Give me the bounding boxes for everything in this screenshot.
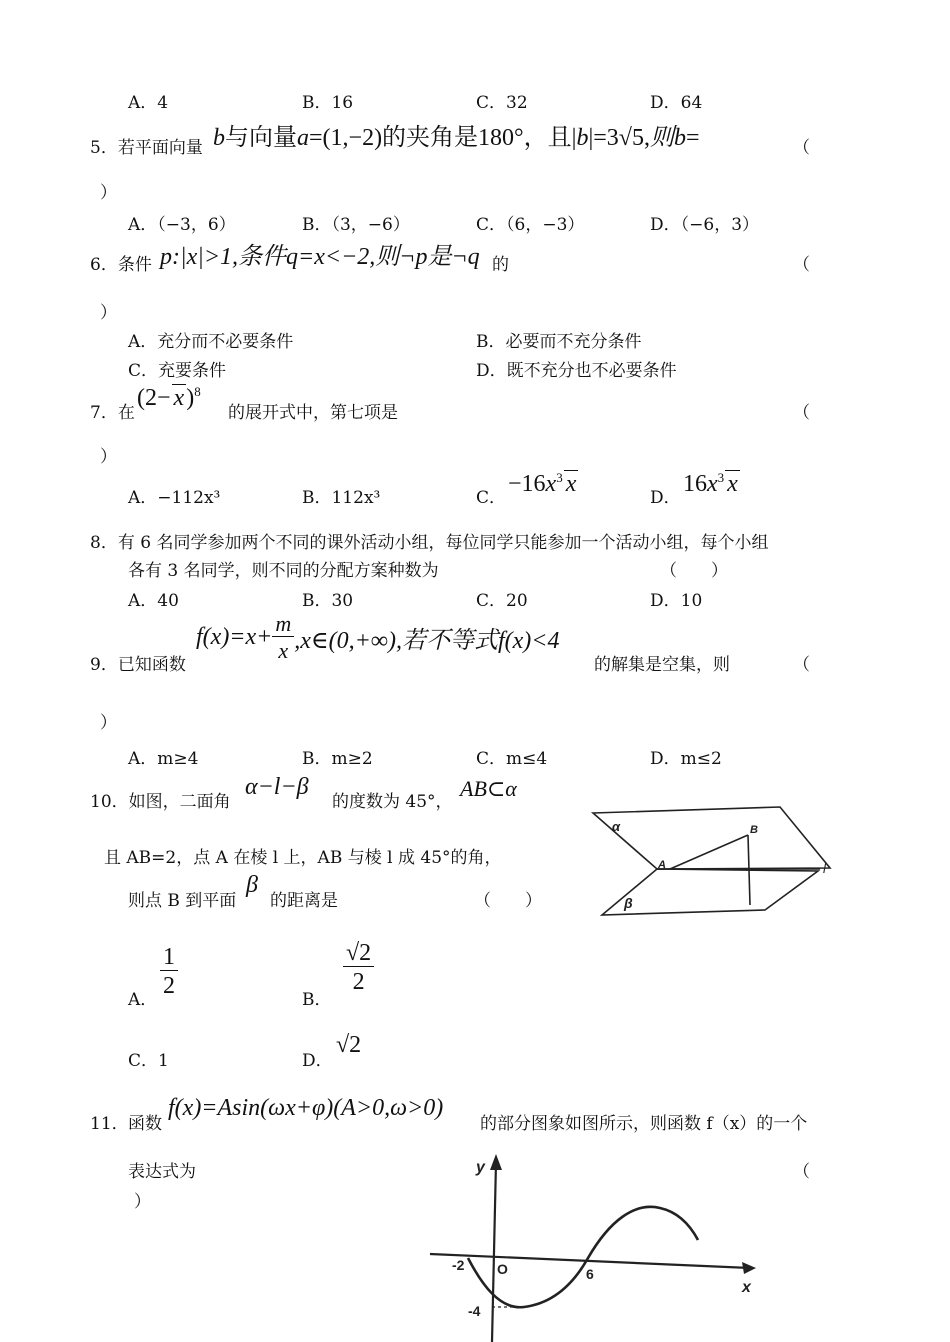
q7-option-a: A．−112x³ [128, 488, 221, 508]
q10-option-a-label: A． [128, 990, 158, 1010]
q11-text2: 的部分图象如图所示，则函数 f（x）的一个 [480, 1114, 808, 1134]
q10-a-num: 1 [160, 944, 178, 971]
label-y: y [476, 1159, 485, 1176]
q7-exponent: 8 [194, 384, 201, 399]
q7-paren-close: ） [100, 447, 117, 467]
vector-b: b [213, 125, 225, 151]
q7-tail: 的展开式中，第七项是 [228, 403, 398, 423]
q7-radicand: x [173, 385, 185, 411]
plane-beta [602, 869, 818, 915]
q5-option-b: B．（3，−6） [302, 215, 410, 235]
q7-expr-base: (2− [137, 385, 171, 411]
q9-paren-close: ） [100, 713, 117, 733]
q9-option-a: A．m≥4 [128, 749, 199, 769]
label-beta: β [624, 895, 633, 911]
q10-beta: β [246, 872, 258, 898]
q8-option-c: C．20 [476, 591, 528, 611]
q10-line3a: 则点 B 到平面 [128, 891, 237, 911]
q7-option-d-expr: $16x^3$ x [683, 470, 738, 497]
q10-option-b-label: B． [302, 990, 332, 1010]
vector-b-norm: b [576, 125, 589, 151]
perpendicular-b [748, 835, 750, 905]
q7-number: 7．在 [90, 403, 135, 423]
q6-option-c: C．充要条件 [128, 361, 227, 381]
plane-alpha [593, 807, 830, 869]
q9-frac-num: m [272, 612, 294, 637]
q9-paren-open: （ [793, 655, 810, 675]
q9-expr-left: f(x)=x+ [196, 624, 273, 651]
label-l: l [823, 861, 826, 876]
q11-paren-open: （ [793, 1162, 810, 1182]
q8-option-a: A．40 [128, 591, 179, 611]
q9-frac-den: x [278, 638, 289, 664]
q8-paren: （ ） [660, 561, 728, 581]
vector-b-result: b [673, 125, 686, 151]
q4-option-b: B．16 [302, 93, 354, 113]
q7-option-c-label: C． [476, 488, 507, 508]
segment-ab [670, 835, 748, 869]
q7-option-b: B．112x³ [302, 488, 381, 508]
q9-fraction [272, 612, 294, 663]
q5-option-a: A．（−3，6） [128, 215, 236, 235]
y-axis [492, 1162, 496, 1342]
q10-option-d-label: D． [302, 1051, 333, 1071]
q6-paren-open: （ [793, 255, 810, 275]
q11-text1: 函数 [128, 1114, 162, 1134]
x-axis-arrow [742, 1262, 756, 1274]
q5-text2: =(1,−2)的夹角是180°，且| [309, 125, 577, 151]
q10-paren: （ ） [474, 891, 542, 911]
dihedral-angle-figure [590, 805, 840, 920]
q6-option-b: B．必要而不充分条件 [476, 332, 642, 352]
q6-number: 6．条件 [90, 255, 152, 275]
q5-paren-close: ） [100, 183, 117, 203]
q5-text3: |=3√5, [588, 125, 650, 151]
q8-line1: 8．有 6 名同学参加两个不同的课外活动小组，每位同学只能参加一个活动小组，每个小组 [90, 533, 769, 553]
q10-a-den: 2 [163, 973, 175, 1000]
q5-option-d: D．（−6，3） [650, 215, 760, 235]
q7-c-coef: −16 [508, 471, 546, 497]
q7-expression [137, 384, 201, 412]
q6-expression: p:|x|>1,条件q=x<−2,则¬p是¬q [160, 244, 480, 270]
q9-option-c: C．m≤4 [476, 749, 548, 769]
q10-option-c: C．1 [128, 1051, 169, 1071]
q10-option-b-fraction [343, 940, 374, 996]
q8-option-d: D．10 [650, 591, 703, 611]
q11-number: 11． [90, 1114, 129, 1134]
q11-paren-close: ） [134, 1192, 151, 1212]
q10-line3b: 的距离是 [270, 891, 338, 911]
y-axis-arrow [490, 1154, 502, 1170]
label-minus4: -4 [468, 1303, 481, 1319]
label-A: A [658, 859, 666, 871]
q6-paren-close: ） [100, 303, 117, 323]
label-origin: O [497, 1261, 508, 1277]
label-x: x [742, 1279, 751, 1296]
q11-line2: 表达式为 [128, 1162, 196, 1182]
q7-d-coef: 16 [683, 471, 707, 497]
q5-option-c: C．（6，−3） [476, 215, 585, 235]
q5-then: 则 [649, 125, 674, 151]
label-B: B [750, 824, 758, 836]
q10-option-d-expr: √2 [336, 1032, 362, 1058]
q8-option-b: B．30 [302, 591, 354, 611]
q10-b-num: √2 [343, 940, 374, 967]
q4-option-d: D．64 [650, 93, 703, 113]
q10-line2: 且 AB=2，点 A 在棱 l 上，AB 与棱 l 成 45°的角， [104, 848, 502, 868]
q5-paren-open: （ [793, 138, 810, 158]
q9-expression [196, 612, 559, 663]
q9-number: 9．已知函数 [90, 655, 186, 675]
q7-option-c-expr: $-16x^3$ x [508, 470, 577, 497]
q5-number: 5．若平面向量 [90, 138, 203, 158]
q4-option-c: C．32 [476, 93, 528, 113]
q5-expression [213, 117, 700, 152]
sine-graph-figure [420, 1150, 765, 1342]
q6-option-d: D．既不充分也不必要条件 [476, 361, 677, 381]
q7-expr-close: ) [186, 385, 195, 411]
q10-ab-subset: AB⊂α [460, 776, 517, 801]
q4-option-a: A．4 [128, 93, 169, 113]
label-minus2: -2 [452, 1257, 465, 1273]
vector-a: a [297, 125, 309, 151]
q10-option-a-fraction [160, 944, 178, 1000]
q9-tail: 的解集是空集，则 [594, 655, 730, 675]
q10-text1: 的度数为 45°， [332, 792, 453, 812]
q8-line2: 各有 3 名同学，则不同的分配方案种数为 [128, 561, 439, 581]
q6-option-a: A．充分而不必要条件 [128, 332, 294, 352]
q7-option-d-label: D． [650, 488, 681, 508]
q11-expression: f(x)=Asin(ωx+φ)(A>0,ω>0) [168, 1095, 444, 1121]
q9-option-d: D．m≤2 [650, 749, 722, 769]
q9-option-b: B．m≥2 [302, 749, 373, 769]
q5-equals: = [685, 125, 700, 151]
q10-dihedral-expr: α−l−β [245, 774, 309, 800]
label-alpha: α [612, 819, 621, 834]
q10-number: 10．如图，二面角 [90, 792, 231, 812]
q7-paren-open: （ [793, 403, 810, 423]
q10-b-den: 2 [352, 969, 365, 996]
q9-expr-right: ,x∈(0,+∞),若不等式f(x)<4 [294, 628, 560, 655]
q6-tail: 的 [492, 255, 509, 275]
q5-text1: 与向量 [225, 125, 297, 151]
label-six: 6 [586, 1266, 594, 1282]
